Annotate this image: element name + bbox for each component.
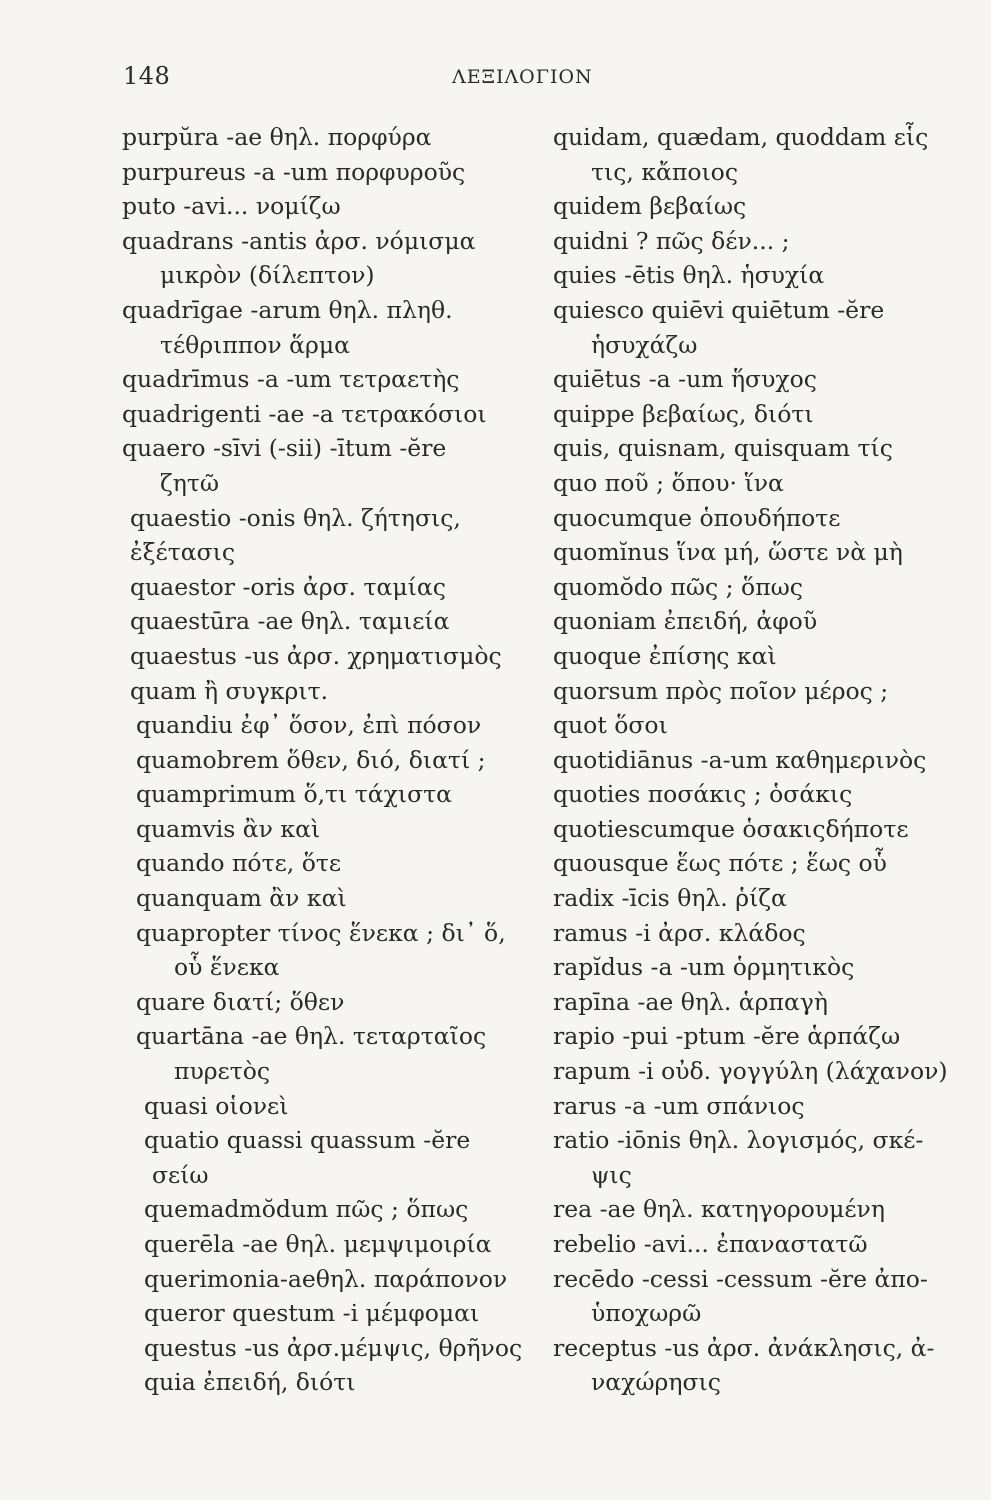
entry-continuation: ὑποχωρῶ [591,1299,702,1328]
entry-line: quis, quisnam, quisquam τίς [553,434,893,463]
entry-continuation: πυρετὸς [174,1057,271,1086]
running-head: ΛΕΞΙΛΟΓΙΟΝ [452,66,593,88]
entry-line: quiētus -a -um ἥσυχος [553,365,817,394]
entry-line: quartāna -ae θηλ. τεταρταῖος [136,1022,487,1051]
entry-continuation: μικρὸν (δίλεπτον) [160,261,375,290]
entry-line: quoque ἐπίσης καὶ [553,641,777,670]
entry-continuation: οὗ ἕνεκα [174,953,280,982]
entry-line: quadrigenti -ae -a τετρακόσιοι [122,399,487,428]
entry-line: quaestūra -ae θηλ. ταμιεία [130,607,450,636]
entry-line: puto -avi... νομίζω [122,192,341,221]
entry-line: quasi οἱονεὶ [144,1091,289,1120]
entry-line: questus -us ἀρσ.μέμψις, θρῆνος [144,1333,523,1362]
entry-line: purpureus -a -um πορφυροῦς [122,157,466,186]
entry-continuation: ναχώρησις [591,1368,721,1397]
entry-line: quando πότε, ὅτε [136,849,342,878]
entry-line: rapum -i οὐδ. γογγύλη (λάχανον) [553,1057,948,1086]
entry-line: quidem βεβαίως [553,192,747,221]
entry-line: quomŏdo πῶς ; ὅπως [553,572,803,601]
entry-continuation: ψις [591,1160,632,1189]
entry-line: purpŭra -ae θηλ. πορφύρα [122,123,432,151]
entry-line: quorsum πρὸς ποῖον μέρος ; [553,676,889,705]
entry-line: quomĭnus ἵνα μή, ὥστε νὰ μὴ [553,538,903,567]
entry-line: quoties ποσάκις ; ὁσάκις [553,780,853,809]
entry-line: rarus -a -um σπάνιος [553,1091,805,1120]
entry-line: quadrans -antis ἀρσ. νόμισμα [122,226,476,255]
entry-line: queror questum -i μέμφομαι [144,1299,480,1328]
entry-line: quaestor -oris ἀρσ. ταμίας [130,572,446,601]
entry-line: recēdo -cessi -cessum -ĕre ἀπο- [553,1264,928,1293]
entry-line: quapropter τίνος ἕνεκα ; δι᾽ ὅ, [136,918,506,947]
entry-line: quadrīmus -a -um τετραετὴς [122,365,460,394]
entry-continuation: σείω [152,1160,209,1189]
entry-line: ramus -i ἀρσ. κλάδος [553,918,806,947]
entry-line: quaero -sīvi (-sii) -ītum -ĕre [122,434,447,463]
entry-continuation: ἐξέτασις [130,538,236,567]
entry-line: rea -ae θηλ. κατηγορουμένη [553,1195,885,1224]
entry-line: rapĭdus -a -um ὁρμητικὸς [553,953,855,982]
entry-line: rapio -pui -ptum -ĕre ἁρπάζω [553,1022,901,1051]
entry-line: quadrīgae -arum θηλ. πληθ. [122,295,453,324]
entry-line: quamprimum ὅ,τι τάχιστα [136,780,452,809]
entry-line: quatio quassi quassum -ĕre [144,1126,471,1155]
entry-line: quia ἐπειδή, διότι [144,1368,356,1397]
entry-line: rapīna -ae θηλ. ἁρπαγὴ [553,987,828,1016]
entry-continuation: τις, κἄποιος [591,157,738,186]
entry-line: quidni ? πῶς δέν... ; [553,226,790,255]
entry-line: quam ἢ συγκριτ. [130,676,329,705]
entry-line: quot ὅσοι [553,711,668,740]
entry-line: quoniam ἐπειδή, ἀφοῦ [553,607,818,636]
entry-line: quotiescumque ὁσακιςδήποτε [553,814,909,843]
entry-line: ratio -iōnis θηλ. λογισμός, σκέ- [553,1126,924,1155]
entry-line: quemadmŏdum πῶς ; ὅπως [144,1195,469,1224]
entry-line: quanquam ἂν καὶ [136,884,347,913]
entry-line: rebelio -avi... ἐπαναστατῶ [553,1230,868,1258]
entry-line: quousque ἕως πότε ; ἕως οὗ [553,849,887,878]
entry-line: quandiu ἐφ᾽ ὅσον, ἐπὶ πόσον [136,711,482,740]
entry-line: radix -īcis θηλ. ῥίζα [553,884,787,913]
entry-line: quo ποῦ ; ὅπου· ἵνα [553,468,784,497]
page-number: 148 [123,62,171,90]
left-column [122,120,542,1400]
entry-line: quotidiānus -a-um καθημερινὸς [553,745,927,774]
entry-line: quidam, quædam, quoddam εἷς [553,123,929,151]
entry-line: quiesco quiēvi quiētum -ĕre [553,295,885,324]
entry-line: quippe βεβαίως, διότι [553,399,814,428]
entry-line: receptus -us ἀρσ. ἀνάκλησις, ἀ- [553,1333,935,1362]
entry-line: quamvis ἂν καὶ [136,814,321,843]
entry-line: quaestus -us ἀρσ. χρηματισμὸς [130,641,502,670]
entry-line: quaestio -onis θηλ. ζήτησις, [130,503,461,532]
entry-continuation: τέθριππον ἅρμα [160,330,350,359]
entry-continuation: ἡσυχάζω [591,330,698,359]
entry-line: querimonia-aeθηλ. παράπονον [144,1264,508,1293]
entry-line: quamobrem ὅθεν, διό, διατί ; [136,745,486,774]
entry-line: querēla -ae θηλ. μεμψιμοιρία [144,1230,492,1258]
entry-line: quocumque ὁπουδήποτε [553,503,841,532]
entry-line: quies -ētis θηλ. ἡσυχία [553,261,825,290]
entry-continuation: ζητῶ [160,468,219,497]
entry-line: quare διατί; ὅθεν [136,987,345,1016]
right-column [553,120,973,1400]
